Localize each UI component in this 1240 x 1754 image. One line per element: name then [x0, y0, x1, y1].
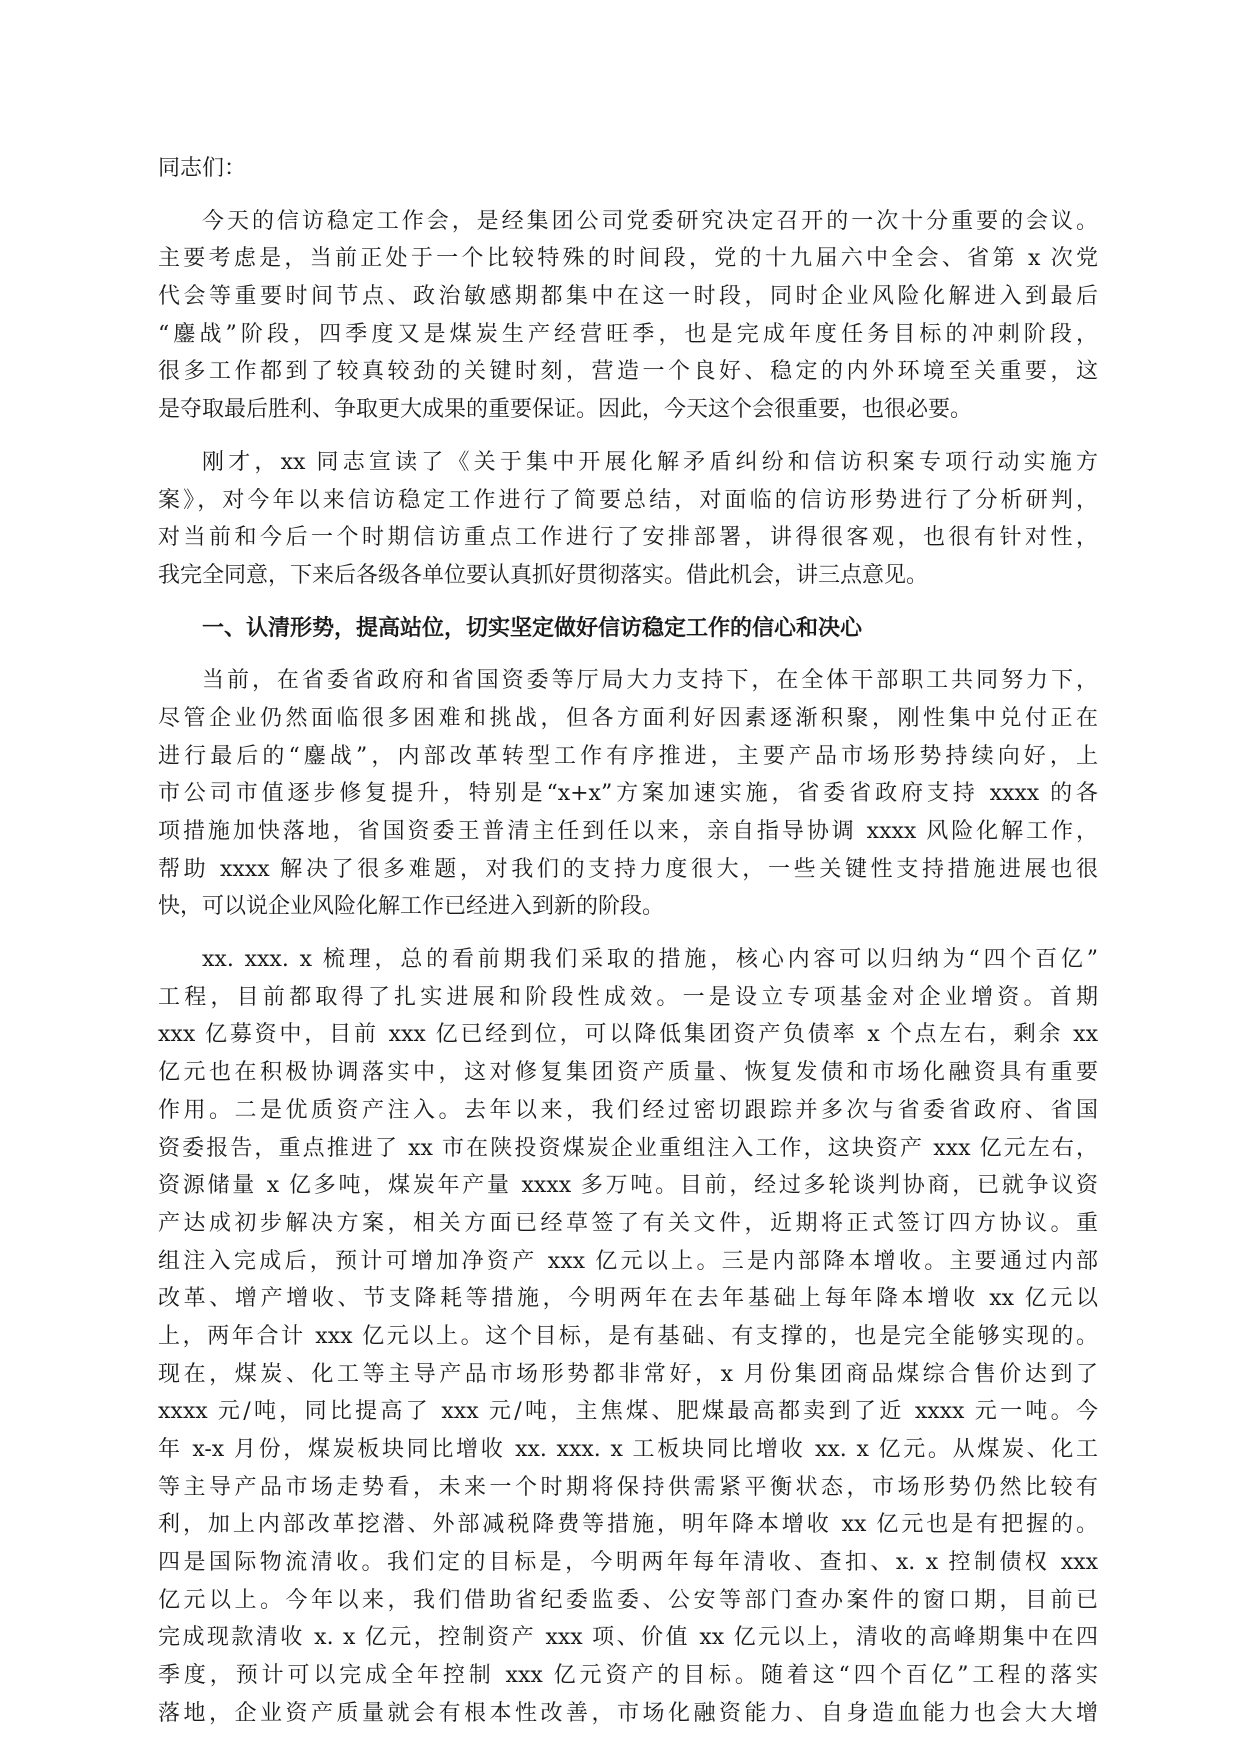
paragraph-opening	[158, 203, 1098, 429]
paragraph-line: 现在，煤炭、化工等主导产品市场形势都非常好，x 月份集团商品煤综合售价达到了	[158, 1361, 1098, 1387]
paragraph-line: 季度，预计可以完成全年控制 xxx 亿元资产的目标。随着这“四个百亿”工程的落实	[158, 1663, 1098, 1689]
paragraph-line: 等主导产品市场走势看，未来一个时期将保持供需紧平衡状态，市场形势仍然比较有	[158, 1474, 1098, 1500]
paragraph-line: 今天的信访稳定工作会，是经集团公司党委研究决定召开的一次十分重要的会议。	[202, 208, 1098, 234]
paragraph-line: 亿元也在积极协调落实中，这对修复集团资产质量、恢复发债和市场化融资具有重要	[158, 1060, 1098, 1086]
paragraph-line: 落地，企业资产质量就会有根本性改善，市场化融资能力、自身造血能力也会大大增	[158, 1700, 1098, 1726]
paragraph-line: 主要考虑是，当前正处于一个比较特殊的时间段，党的十九届六中全会、省第 x 次党	[158, 246, 1098, 272]
paragraph-line: 代会等重要时间节点、政治敏感期都集中在这一时段，同时企业风险化解进入到最后	[158, 284, 1098, 310]
paragraph-situation	[158, 662, 1098, 926]
paragraph-four-projects	[158, 941, 1098, 1732]
paragraph-line: 对当前和今后一个时期信访重点工作进行了安排部署，讲得很客观，也很有针对性，	[158, 525, 1098, 551]
section-heading: 一、认清形势，提高站位，切实坚定做好信访稳定工作的信心和决心	[202, 614, 863, 641]
paragraph-line: xx. xxx. x 梳理，总的看前期我们采取的措施，核心内容可以归纳为“四个百亿”	[202, 947, 1098, 973]
paragraph-line: 我完全同意，下来后各级各单位要认真抓好贯彻落实。借此机会，讲三点意见。	[158, 562, 929, 588]
paragraph-line: 利，加上内部改革挖潜、外部减税降费等措施，明年降本增收 xx 亿元也是有把握的。	[158, 1512, 1098, 1538]
paragraph-line: 年 x-x 月份，煤炭板块同比增收 xx. xxx. x 工板块同比增收 xx. x 亿元。从煤炭、化工	[158, 1437, 1098, 1462]
paragraph-line: 工程，目前都取得了扎实进展和阶段性成效。一是设立专项基金对企业增资。首期	[158, 984, 1098, 1010]
paragraph-line: 案》，对今年以来信访稳定工作进行了简要总结，对面临的信访形势进行了分析研判，	[158, 487, 1098, 513]
paragraph-line: 是夺取最后胜利、争取更大成果的重要保证。因此，今天这个会很重要，也很必要。	[158, 397, 973, 423]
paragraph-line: 作用。二是优质资产注入。去年以来，我们经过密切跟踪并多次与省委省政府、省国	[158, 1097, 1098, 1123]
paragraph-line: 尽管企业仍然面临很多困难和挑战，但各方面利好因素逐渐积聚，刚性集中兑付正在	[158, 705, 1098, 731]
paragraph-line: 完成现款清收 x. x 亿元，控制资产 xxx 项、价值 xx 亿元以上，清收的高峰期集中在四	[158, 1625, 1098, 1651]
paragraph-line: 上，两年合计 xxx 亿元以上。这个目标，是有基础、有支撑的，也是完全能够实现的。	[158, 1323, 1098, 1349]
paragraph-line: 刚才，xx 同志宣读了《关于集中开展化解矛盾纠纷和信访积案专项行动实施方	[202, 449, 1098, 475]
paragraph-line: 市公司市值逐步修复提升，特别是“x+x”方案加速实施，省委省政府支持 xxxx 的各	[158, 781, 1098, 807]
paragraph-line: 四是国际物流清收。我们定的目标是，今明两年每年清收、查扣、x. x 控制债权 xxx	[158, 1550, 1098, 1576]
paragraph-line: 改革、增产增收、节支降耗等措施，今明两年在去年基础上每年降本增收 xx 亿元以	[158, 1286, 1098, 1312]
paragraph-line: 产达成初步解决方案，相关方面已经草签了有关文件，近期将正式签订四方协议。重	[158, 1210, 1098, 1236]
paragraph-line: 快，可以说企业风险化解工作已经进入到新的阶段。	[158, 894, 665, 920]
paragraph-review	[158, 444, 1098, 595]
salutation: 同志们：	[158, 156, 247, 181]
paragraph-line: xxxx 元/吨，同比提高了 xxx 元/吨，主焦煤、肥煤最高都卖到了近 xxxx 元一吨。今	[158, 1399, 1098, 1425]
document-body	[158, 150, 1098, 1733]
paragraph-line: xxx 亿募资中，目前 xxx 亿已经到位，可以降低集团资产负债率 x 个点左右，剩余 xx	[158, 1022, 1098, 1048]
paragraph-line: 进行最后的“鏖战”，内部改革转型工作有序推进，主要产品市场形势持续向好，上	[158, 743, 1098, 769]
paragraph-line: “鏖战”阶段，四季度又是煤炭生产经营旺季，也是完成年度任务目标的冲刺阶段，	[158, 321, 1098, 347]
paragraph-line: 亿元以上。今年以来，我们借助省纪委监委、公安等部门查办案件的窗口期，目前已	[158, 1587, 1098, 1613]
paragraph-line: 资源储量 x 亿多吨，煤炭年产量 xxxx 多万吨。目前，经过多轮谈判协商，已就争议资	[158, 1173, 1098, 1199]
paragraph-line: 很多工作都到了较真较劲的关键时刻，营造一个良好、稳定的内外环境至关重要，这	[158, 359, 1098, 385]
paragraph-line: 帮助 xxxx 解决了很多难题，对我们的支持力度很大，一些关键性支持措施进展也很	[158, 856, 1098, 882]
paragraph-line: 组注入完成后，预计可增加净资产 xxx 亿元以上。三是内部降本增收。主要通过内部	[158, 1248, 1098, 1274]
paragraph-line: 项措施加快落地，省国资委王普清主任到任以来，亲自指导协调 xxxx 风险化解工作，	[158, 819, 1098, 844]
paragraph-line: 当前，在省委省政府和省国资委等厅局大力支持下，在全体干部职工共同努力下，	[202, 668, 1098, 694]
paragraph-line: 资委报告，重点推进了 xx 市在陕投资煤炭企业重组注入工作，这块资产 xxx 亿元左右，	[158, 1135, 1098, 1161]
